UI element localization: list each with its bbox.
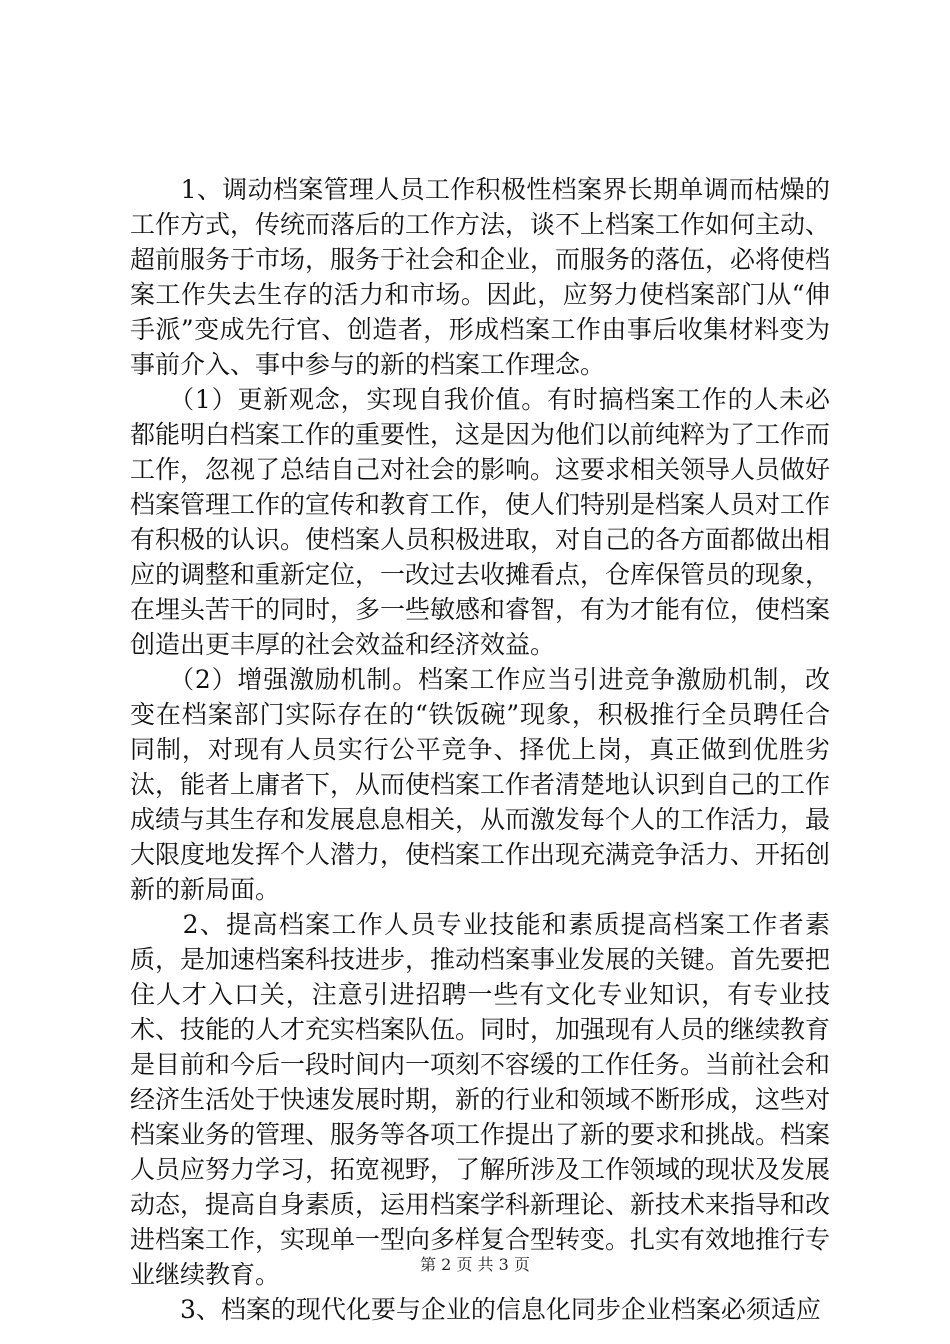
- document-body: [130, 172, 830, 1327]
- paragraph-5: 3、档案的现代化要与企业的信息化同步企业档案必须适应: [130, 1295, 821, 1324]
- paragraph-1: 1、调动档案管理人员工作积极性档案界长期单调而枯燥的工作方式，传统而落后的工作方法，谈不上档案工作如何主动、超前服务于市场，服务于社会和企业，而服务的落伍，必将使档案工作失去生存的活力和市场。因此，应努力使档案部门从“伸手派”变成先行官、创造者，形成档案工作由事后收集材料变为事前介入、事中参与的新的档案工作理念。: [130, 175, 831, 379]
- paragraph-3: （2）增强激励机制。档案工作应当引进竞争激励机制，改变在档案部门实际存在的“铁饭碗”现象，积极推行全员聘任合同制，对现有人员实行公平竞争、择优上岗，真正做到优胜劣汰，能者上庸者下，从而使档案工作者清楚地认识到自己的工作成绩与其生存和发展息息相关，从而激发每个人的工作活力，最大限度地发挥个人潜力，使档案工作出现充满竞争活力、开拓创新的新局面。: [130, 665, 831, 904]
- page-footer: 第 2 页 共 3 页: [420, 1255, 530, 1274]
- paragraph-2: （1）更新观念，实现自我价值。有时搞档案工作的人未必都能明白档案工作的重要性，这是因为他们以前纯粹为了工作而工作，忽视了总结自己对社会的影响。这要求相关领导人员做好档案管理工作的宣传和教育工作，使人们特别是档案人员对工作有积极的认识。使档案人员积极进取，对自己的各方面都做出相应的调整和重新定位，一改过去收摊看点，仓库保管员的现象，在埋头苦干的同时，多一些敏感和睿智，有为才能有位，使档案创造出更丰厚的社会效益和经济效益。: [130, 385, 831, 659]
- paragraph-4: 2、提高档案工作人员专业技能和素质提高档案工作者素质，是加速档案科技进步，推动档案事业发展的关键。首先要把住人才入口关，注意引进招聘一些有文化专业知识，有专业技术、技能的人才充实档案队伍。同时，加强现有人员的继续教育是目前和今后一段时间内一项刻不容缓的工作任务。当前社会和经济生活处于快速发展时期，新的行业和领域不断形成，这些对档案业务的管理、服务等各项工作提出了新的要求和挑战。档案人员应努力学习，拓宽视野，了解所涉及工作领域的现状及发展动态，提高自身素质，运用档案学科新理论、新技术来指导和改进档案工作，实现单一型向多样复合型转变。扎实有效地推行专业继续教育。: [130, 910, 831, 1289]
